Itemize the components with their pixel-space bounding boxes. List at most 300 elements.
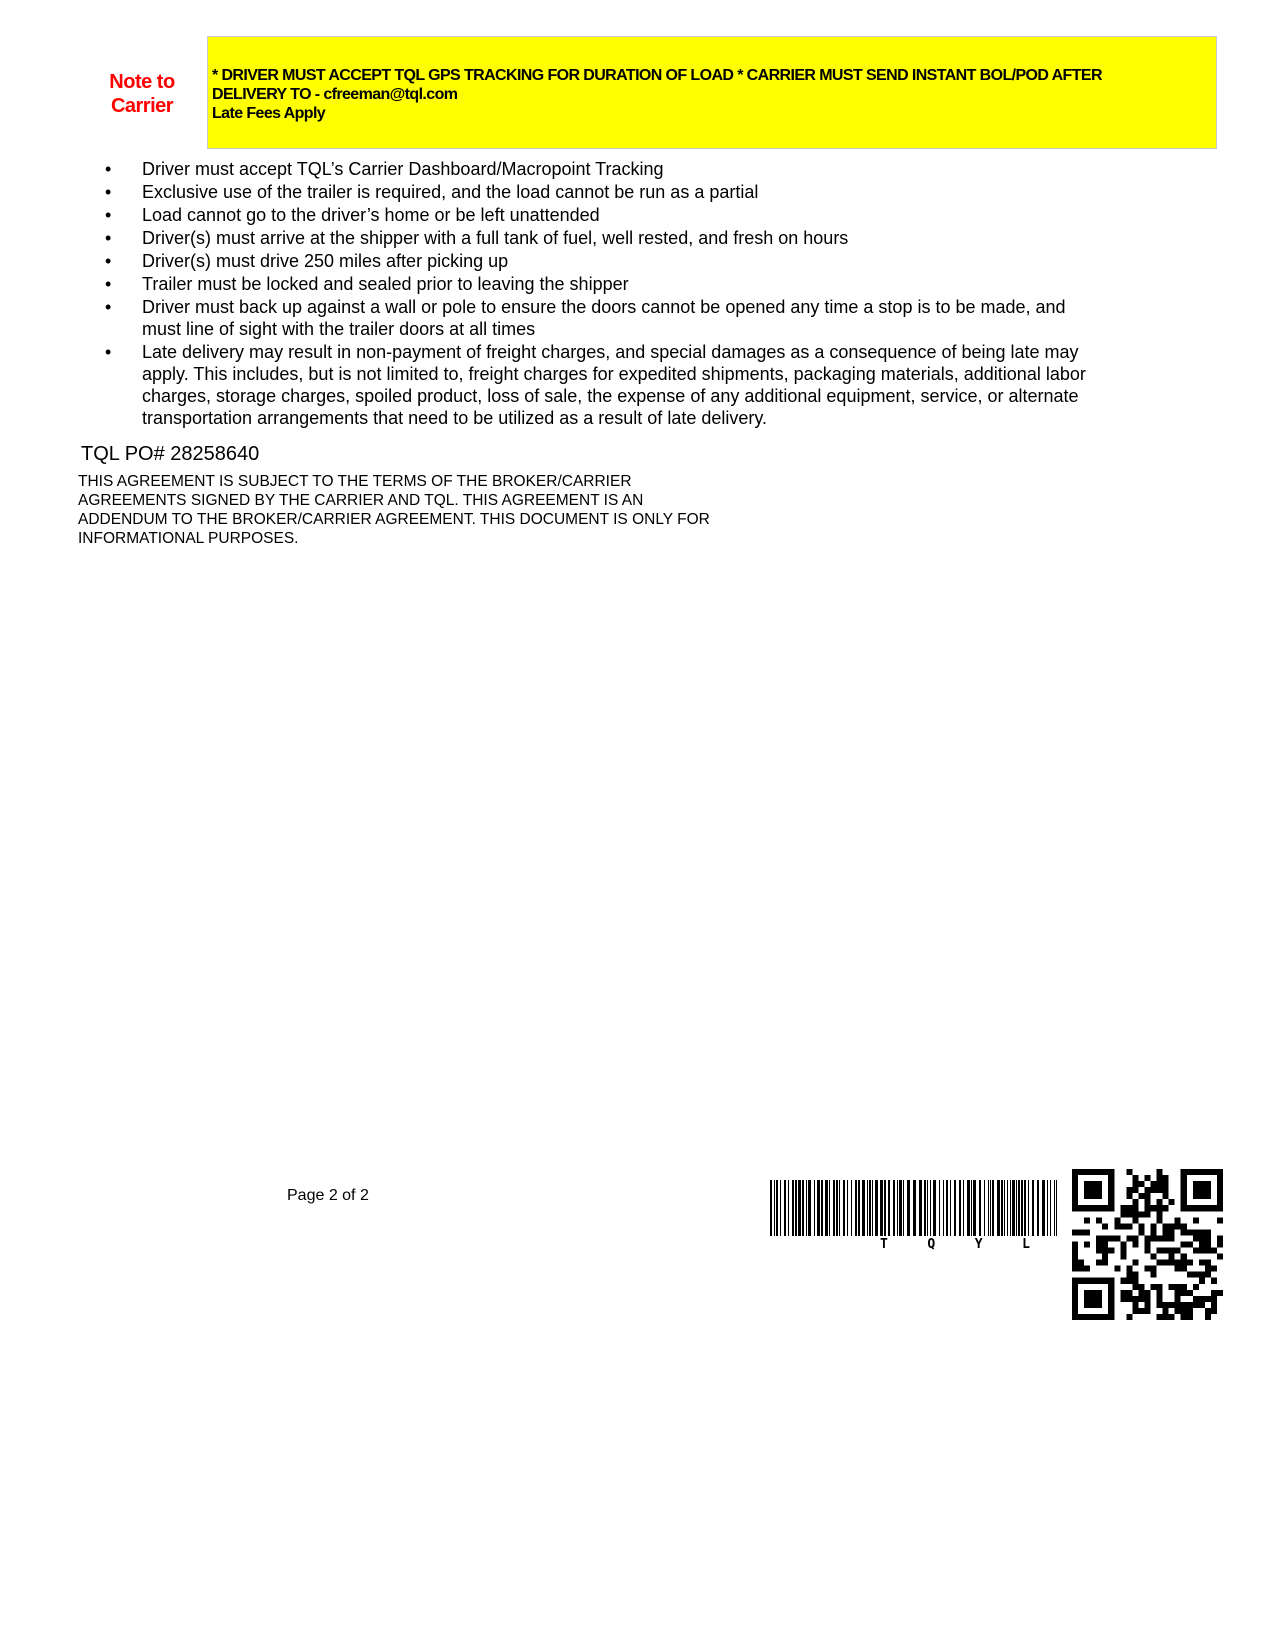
list-item-text: Driver(s) must arrive at the shipper with a full tank of fuel, well rested, and fresh on hours xyxy=(142,228,849,248)
qr-module xyxy=(1072,1187,1078,1193)
qr-module xyxy=(1199,1235,1205,1241)
barcode-bar xyxy=(798,1180,801,1236)
qr-module xyxy=(1211,1290,1217,1296)
qr-module xyxy=(1205,1193,1211,1199)
qr-module xyxy=(1072,1169,1078,1175)
qr-module xyxy=(1120,1241,1126,1247)
qr-module xyxy=(1072,1284,1078,1290)
qr-module xyxy=(1072,1181,1078,1187)
barcode-bar xyxy=(808,1180,811,1236)
qr-module xyxy=(1072,1241,1078,1247)
qr-module xyxy=(1193,1302,1199,1308)
qr-module xyxy=(1096,1260,1102,1266)
qr-module xyxy=(1102,1260,1108,1266)
qr-module xyxy=(1187,1260,1193,1266)
qr-module xyxy=(1169,1314,1175,1320)
qr-module xyxy=(1120,1290,1126,1296)
qr-module xyxy=(1108,1308,1114,1314)
barcode-bar xyxy=(1037,1180,1039,1236)
bullet-marker: • xyxy=(105,274,112,294)
qr-module xyxy=(1163,1314,1169,1320)
qr-module xyxy=(1126,1235,1132,1241)
qr-module xyxy=(1157,1235,1163,1241)
qr-module xyxy=(1132,1272,1138,1278)
qr-module xyxy=(1187,1169,1193,1175)
qr-module xyxy=(1144,1235,1150,1241)
barcode-bar xyxy=(950,1180,951,1236)
bullet-marker: • xyxy=(105,297,112,317)
barcode-bar xyxy=(872,1180,873,1236)
qr-module xyxy=(1132,1235,1138,1241)
barcode-bar xyxy=(997,1180,1000,1236)
barcode-bar xyxy=(1050,1180,1051,1236)
barcode-bar xyxy=(1024,1180,1026,1236)
barcode-bar xyxy=(784,1180,786,1236)
list-item xyxy=(100,341,1100,429)
qr-module xyxy=(1175,1266,1181,1272)
barcode-bar xyxy=(963,1180,964,1236)
qr-module xyxy=(1163,1308,1169,1314)
qr-module xyxy=(1084,1241,1090,1247)
qr-module xyxy=(1078,1169,1084,1175)
qr-module xyxy=(1072,1296,1078,1302)
qr-module xyxy=(1132,1278,1138,1284)
barcode-bar xyxy=(924,1180,926,1236)
qr-module xyxy=(1181,1169,1187,1175)
qr-module xyxy=(1096,1302,1102,1308)
qr-module xyxy=(1193,1205,1199,1211)
qr-module xyxy=(1144,1302,1150,1308)
bullet-marker: • xyxy=(105,342,112,362)
qr-module xyxy=(1187,1229,1193,1235)
list-item-text: Load cannot go to the driver’s home or be left unattended xyxy=(142,205,600,225)
qr-module xyxy=(1120,1205,1126,1211)
qr-module xyxy=(1211,1308,1217,1314)
barcode-bar xyxy=(1056,1180,1057,1236)
qr-module xyxy=(1138,1223,1144,1229)
barcode-bar xyxy=(967,1180,970,1236)
qr-module xyxy=(1175,1217,1181,1223)
qr-module xyxy=(1084,1278,1090,1284)
qr-module xyxy=(1169,1248,1175,1254)
barcode-bar xyxy=(858,1180,860,1236)
qr-module xyxy=(1132,1260,1138,1266)
qr-module xyxy=(1181,1199,1187,1205)
barcode-bar xyxy=(984,1180,985,1236)
qr-module xyxy=(1078,1314,1084,1320)
barcode-bar xyxy=(946,1180,948,1236)
qr-module xyxy=(1157,1314,1163,1320)
qr-module xyxy=(1157,1211,1163,1217)
qr-module xyxy=(1181,1308,1187,1314)
qr-module xyxy=(1072,1175,1078,1181)
barcode-text xyxy=(880,1237,1030,1252)
po-number: TQL PO# 28258640 xyxy=(81,443,260,465)
page-number: Page 2 of 2 xyxy=(287,1187,369,1204)
list-item xyxy=(100,250,1100,272)
qr-module xyxy=(1157,1169,1163,1175)
note-line-2: DELIVERY TO - cfreeman@tql.com xyxy=(212,86,458,103)
qr-module xyxy=(1169,1302,1175,1308)
barcode-bar xyxy=(933,1180,936,1236)
qr-module xyxy=(1199,1181,1205,1187)
qr-module xyxy=(1138,1296,1144,1302)
qr-module xyxy=(1108,1169,1114,1175)
qr-module xyxy=(1120,1296,1126,1302)
list-item-text: Driver(s) must drive 250 miles after picking up xyxy=(142,251,509,271)
qr-module xyxy=(1169,1199,1175,1205)
qr-module xyxy=(1163,1260,1169,1266)
qr-module xyxy=(1084,1290,1090,1296)
qr-module xyxy=(1108,1278,1114,1284)
qr-module xyxy=(1072,1229,1078,1235)
qr-module xyxy=(1199,1169,1205,1175)
qr-module xyxy=(1181,1254,1187,1260)
barcode-bar xyxy=(913,1180,916,1236)
qr-module xyxy=(1144,1308,1150,1314)
barcode-graphic xyxy=(770,1180,1060,1236)
qr-module xyxy=(1163,1302,1169,1308)
qr-module xyxy=(1151,1254,1157,1260)
qr-module xyxy=(1108,1199,1114,1205)
qr-module xyxy=(1132,1181,1138,1187)
barcode-bar xyxy=(774,1180,775,1236)
qr-module xyxy=(1108,1296,1114,1302)
qr-module xyxy=(1157,1205,1163,1211)
qr-module xyxy=(1072,1314,1078,1320)
qr-module xyxy=(1181,1181,1187,1187)
qr-module xyxy=(1181,1266,1187,1272)
qr-module xyxy=(1187,1290,1193,1296)
qr-module xyxy=(1138,1308,1144,1314)
list-item xyxy=(100,181,1100,203)
qr-module xyxy=(1205,1272,1211,1278)
qr-module xyxy=(1108,1235,1114,1241)
qr-module xyxy=(1205,1169,1211,1175)
qr-module xyxy=(1072,1308,1078,1314)
qr-module xyxy=(1096,1193,1102,1199)
qr-module xyxy=(1144,1248,1150,1254)
qr-module xyxy=(1096,1296,1102,1302)
qr-module xyxy=(1193,1235,1199,1241)
qr-module xyxy=(1072,1193,1078,1199)
qr-module xyxy=(1193,1248,1199,1254)
qr-module xyxy=(1193,1296,1199,1302)
terms-line-1: THIS AGREEMENT IS SUBJECT TO THE TERMS OF THE BROKER/CARRIER xyxy=(78,473,632,490)
qr-module xyxy=(1108,1248,1114,1254)
qr-module xyxy=(1211,1205,1217,1211)
qr-module xyxy=(1193,1187,1199,1193)
qr-module xyxy=(1138,1290,1144,1296)
qr-module xyxy=(1151,1284,1157,1290)
qr-module xyxy=(1138,1211,1144,1217)
qr-module xyxy=(1072,1248,1078,1254)
qr-module xyxy=(1084,1229,1090,1235)
qr-module xyxy=(1205,1260,1211,1266)
barcode-bar xyxy=(899,1180,902,1236)
qr-module xyxy=(1187,1272,1193,1278)
qr-module xyxy=(1078,1260,1084,1266)
qr-module xyxy=(1193,1169,1199,1175)
qr-module xyxy=(1102,1248,1108,1254)
qr-module xyxy=(1205,1187,1211,1193)
qr-module xyxy=(1090,1302,1096,1308)
qr-module xyxy=(1126,1187,1132,1193)
qr-module xyxy=(1169,1223,1175,1229)
qr-module xyxy=(1138,1181,1144,1187)
qr-module xyxy=(1199,1229,1205,1235)
qr-module xyxy=(1157,1217,1163,1223)
qr-module xyxy=(1151,1181,1157,1187)
barcode-bar xyxy=(1018,1180,1020,1236)
qr-module xyxy=(1157,1175,1163,1181)
qr-module xyxy=(1126,1205,1132,1211)
qr-module xyxy=(1084,1266,1090,1272)
list-item xyxy=(100,273,1100,295)
qr-module xyxy=(1163,1248,1169,1254)
qr-module xyxy=(1090,1290,1096,1296)
barcode-bar xyxy=(939,1180,940,1236)
qr-module xyxy=(1078,1278,1084,1284)
barcode-bar xyxy=(847,1180,848,1236)
qr-module xyxy=(1211,1278,1217,1284)
qr-module xyxy=(1096,1205,1102,1211)
barcode-bar xyxy=(884,1180,886,1236)
barcode-bar xyxy=(919,1180,922,1236)
qr-module xyxy=(1181,1229,1187,1235)
qr-module xyxy=(1181,1193,1187,1199)
qr-module xyxy=(1211,1302,1217,1308)
qr-module xyxy=(1205,1241,1211,1247)
barcode-bar xyxy=(1042,1180,1045,1236)
qr-module xyxy=(1169,1229,1175,1235)
qr-module xyxy=(1175,1248,1181,1254)
qr-module xyxy=(1108,1175,1114,1181)
qr-module xyxy=(1078,1205,1084,1211)
barcode-bar xyxy=(990,1180,991,1236)
barcode-bar xyxy=(833,1180,835,1236)
qr-module xyxy=(1163,1205,1169,1211)
list-item-text: Trailer must be locked and sealed prior to leaving the shipper xyxy=(142,274,629,294)
qr-module xyxy=(1108,1187,1114,1193)
note-to-carrier-label xyxy=(96,70,188,118)
barcode-bar xyxy=(869,1180,871,1236)
qr-module xyxy=(1090,1187,1096,1193)
barcode-bar xyxy=(1028,1180,1029,1236)
qr-module xyxy=(1151,1272,1157,1278)
barcode-bar xyxy=(1021,1180,1023,1236)
qr-module xyxy=(1138,1193,1144,1199)
qr-module xyxy=(1132,1284,1138,1290)
qr-module xyxy=(1144,1266,1150,1272)
qr-module xyxy=(1096,1278,1102,1284)
qr-module xyxy=(1217,1199,1223,1205)
qr-module xyxy=(1169,1235,1175,1241)
qr-module xyxy=(1096,1314,1102,1320)
qr-module xyxy=(1096,1248,1102,1254)
qr-module xyxy=(1144,1175,1150,1181)
qr-module xyxy=(1102,1314,1108,1320)
qr-module xyxy=(1120,1223,1126,1229)
barcode-bar xyxy=(893,1180,895,1236)
qr-module xyxy=(1181,1284,1187,1290)
qr-module xyxy=(1126,1211,1132,1217)
qr-module xyxy=(1108,1302,1114,1308)
qr-module xyxy=(1090,1169,1096,1175)
qr-module xyxy=(1175,1302,1181,1308)
qr-module xyxy=(1205,1314,1211,1320)
barcode-bar xyxy=(836,1180,838,1236)
barcode-bar xyxy=(802,1180,804,1236)
qr-module xyxy=(1126,1169,1132,1175)
qr-module xyxy=(1084,1217,1090,1223)
qr-module xyxy=(1126,1296,1132,1302)
barcode-bar xyxy=(806,1180,807,1236)
qr-module xyxy=(1096,1217,1102,1223)
qr-module xyxy=(1144,1241,1150,1247)
qr-module xyxy=(1102,1223,1108,1229)
bullet-marker: • xyxy=(105,205,112,225)
barcode-bar xyxy=(795,1180,797,1236)
qr-module xyxy=(1157,1290,1163,1296)
barcode-bar xyxy=(927,1180,928,1236)
barcode-bar xyxy=(780,1180,781,1236)
barcode-bar xyxy=(867,1180,868,1236)
qr-module xyxy=(1151,1266,1157,1272)
qr-module xyxy=(1211,1296,1217,1302)
qr-module xyxy=(1132,1175,1138,1181)
qr-module xyxy=(1132,1217,1138,1223)
qr-module xyxy=(1084,1296,1090,1302)
note-label-line1: Note to xyxy=(109,71,175,93)
terms-line-4: INFORMATIONAL PURPOSES. xyxy=(78,530,299,547)
qr-module xyxy=(1126,1272,1132,1278)
barcode-bar xyxy=(973,1180,976,1236)
list-item xyxy=(100,227,1100,249)
qr-module xyxy=(1217,1217,1223,1223)
qr-module xyxy=(1199,1272,1205,1278)
qr-module xyxy=(1217,1187,1223,1193)
barcode-bar xyxy=(776,1180,778,1236)
barcode-bar xyxy=(943,1180,944,1236)
barcode-bar xyxy=(1054,1180,1055,1236)
barcode-bar xyxy=(1007,1180,1008,1236)
barcode-bar xyxy=(825,1180,828,1236)
qr-module xyxy=(1090,1314,1096,1320)
qr-module xyxy=(1217,1205,1223,1211)
qr-module xyxy=(1163,1175,1169,1181)
qr-module xyxy=(1102,1254,1108,1260)
barcode-bar xyxy=(1032,1180,1034,1236)
qr-module xyxy=(1096,1290,1102,1296)
qr-module xyxy=(1205,1248,1211,1254)
qr-module xyxy=(1151,1235,1157,1241)
qr-module xyxy=(1132,1296,1138,1302)
barcode-bar xyxy=(907,1180,910,1236)
qr-module xyxy=(1199,1278,1205,1284)
qr-module xyxy=(1181,1205,1187,1211)
qr-module xyxy=(1072,1254,1078,1260)
qr-module xyxy=(1151,1187,1157,1193)
barcode-bar xyxy=(988,1180,989,1236)
qr-module xyxy=(1181,1175,1187,1181)
barcode-bar xyxy=(817,1180,820,1236)
barcode-bar xyxy=(770,1180,772,1236)
qr-module xyxy=(1072,1278,1078,1284)
qr-module xyxy=(1072,1205,1078,1211)
barcode-bar xyxy=(1047,1180,1048,1236)
qr-module xyxy=(1187,1205,1193,1211)
barcode-bar xyxy=(855,1180,857,1236)
barcode-bar xyxy=(1010,1180,1011,1236)
qr-module xyxy=(1163,1229,1169,1235)
carrier-note-box xyxy=(207,36,1217,149)
barcode-bar xyxy=(954,1180,956,1236)
list-item xyxy=(100,158,1100,180)
qr-module xyxy=(1211,1248,1217,1254)
bullet-marker: • xyxy=(105,251,112,271)
qr-module xyxy=(1072,1266,1078,1272)
qr-module xyxy=(1199,1193,1205,1199)
qr-module xyxy=(1144,1193,1150,1199)
qr-module xyxy=(1084,1205,1090,1211)
qr-module xyxy=(1193,1193,1199,1199)
barcode-bar xyxy=(814,1180,815,1236)
qr-module xyxy=(1144,1211,1150,1217)
qr-module xyxy=(1175,1308,1181,1314)
qr-module xyxy=(1199,1248,1205,1254)
barcode-bar xyxy=(851,1180,852,1236)
qr-module xyxy=(1072,1290,1078,1296)
note-line-1: * DRIVER MUST ACCEPT TQL GPS TRACKING FOR DURATION OF LOAD * CARRIER MUST SEND INSTANT BOL/POD AFTER xyxy=(212,67,1102,84)
barcode-bar xyxy=(897,1180,898,1236)
qr-module xyxy=(1090,1181,1096,1187)
list-item xyxy=(100,204,1100,226)
qr-module xyxy=(1102,1205,1108,1211)
qr-module xyxy=(1157,1181,1163,1187)
list-item-text: Driver must accept TQL’s Carrier Dashboard/Macropoint Tracking xyxy=(142,159,664,179)
qr-module xyxy=(1163,1181,1169,1187)
qr-module xyxy=(1163,1187,1169,1193)
note-label-line2: Carrier xyxy=(110,95,174,117)
qr-module xyxy=(1096,1235,1102,1241)
qr-module xyxy=(1084,1193,1090,1199)
barcode-char: Y xyxy=(974,1237,983,1252)
qr-module xyxy=(1205,1229,1211,1235)
list-item-text: Late delivery may result in non-payment of freight charges, and special damages as a consequence of being late may apply. This includes, but is not limited to, freight charges for expedited shipments, packaging materials, additional labor charges, storage charges, spoiled product, loss of sale, the expense of any additional equipment, service, or alternate transportation arrangements that need to be utilized as a result of late delivery. xyxy=(142,342,1086,428)
qr-module xyxy=(1217,1181,1223,1187)
barcode-bar xyxy=(821,1180,823,1236)
qr-module xyxy=(1084,1181,1090,1187)
qr-module xyxy=(1126,1278,1132,1284)
qr-module xyxy=(1120,1248,1126,1254)
qr-module xyxy=(1072,1260,1078,1266)
qr-module xyxy=(1120,1211,1126,1217)
qr-module xyxy=(1114,1266,1120,1272)
qr-module xyxy=(1090,1205,1096,1211)
barcode-bar xyxy=(971,1180,972,1236)
barcode-bar xyxy=(1004,1180,1005,1236)
qr-module xyxy=(1217,1193,1223,1199)
qr-module xyxy=(1078,1229,1084,1235)
qr-module xyxy=(1090,1296,1096,1302)
qr-module xyxy=(1217,1290,1223,1296)
qr-module xyxy=(1084,1169,1090,1175)
qr-module xyxy=(1157,1284,1163,1290)
qr-module xyxy=(1138,1284,1144,1290)
qr-module xyxy=(1126,1223,1132,1229)
qr-module xyxy=(1187,1302,1193,1308)
